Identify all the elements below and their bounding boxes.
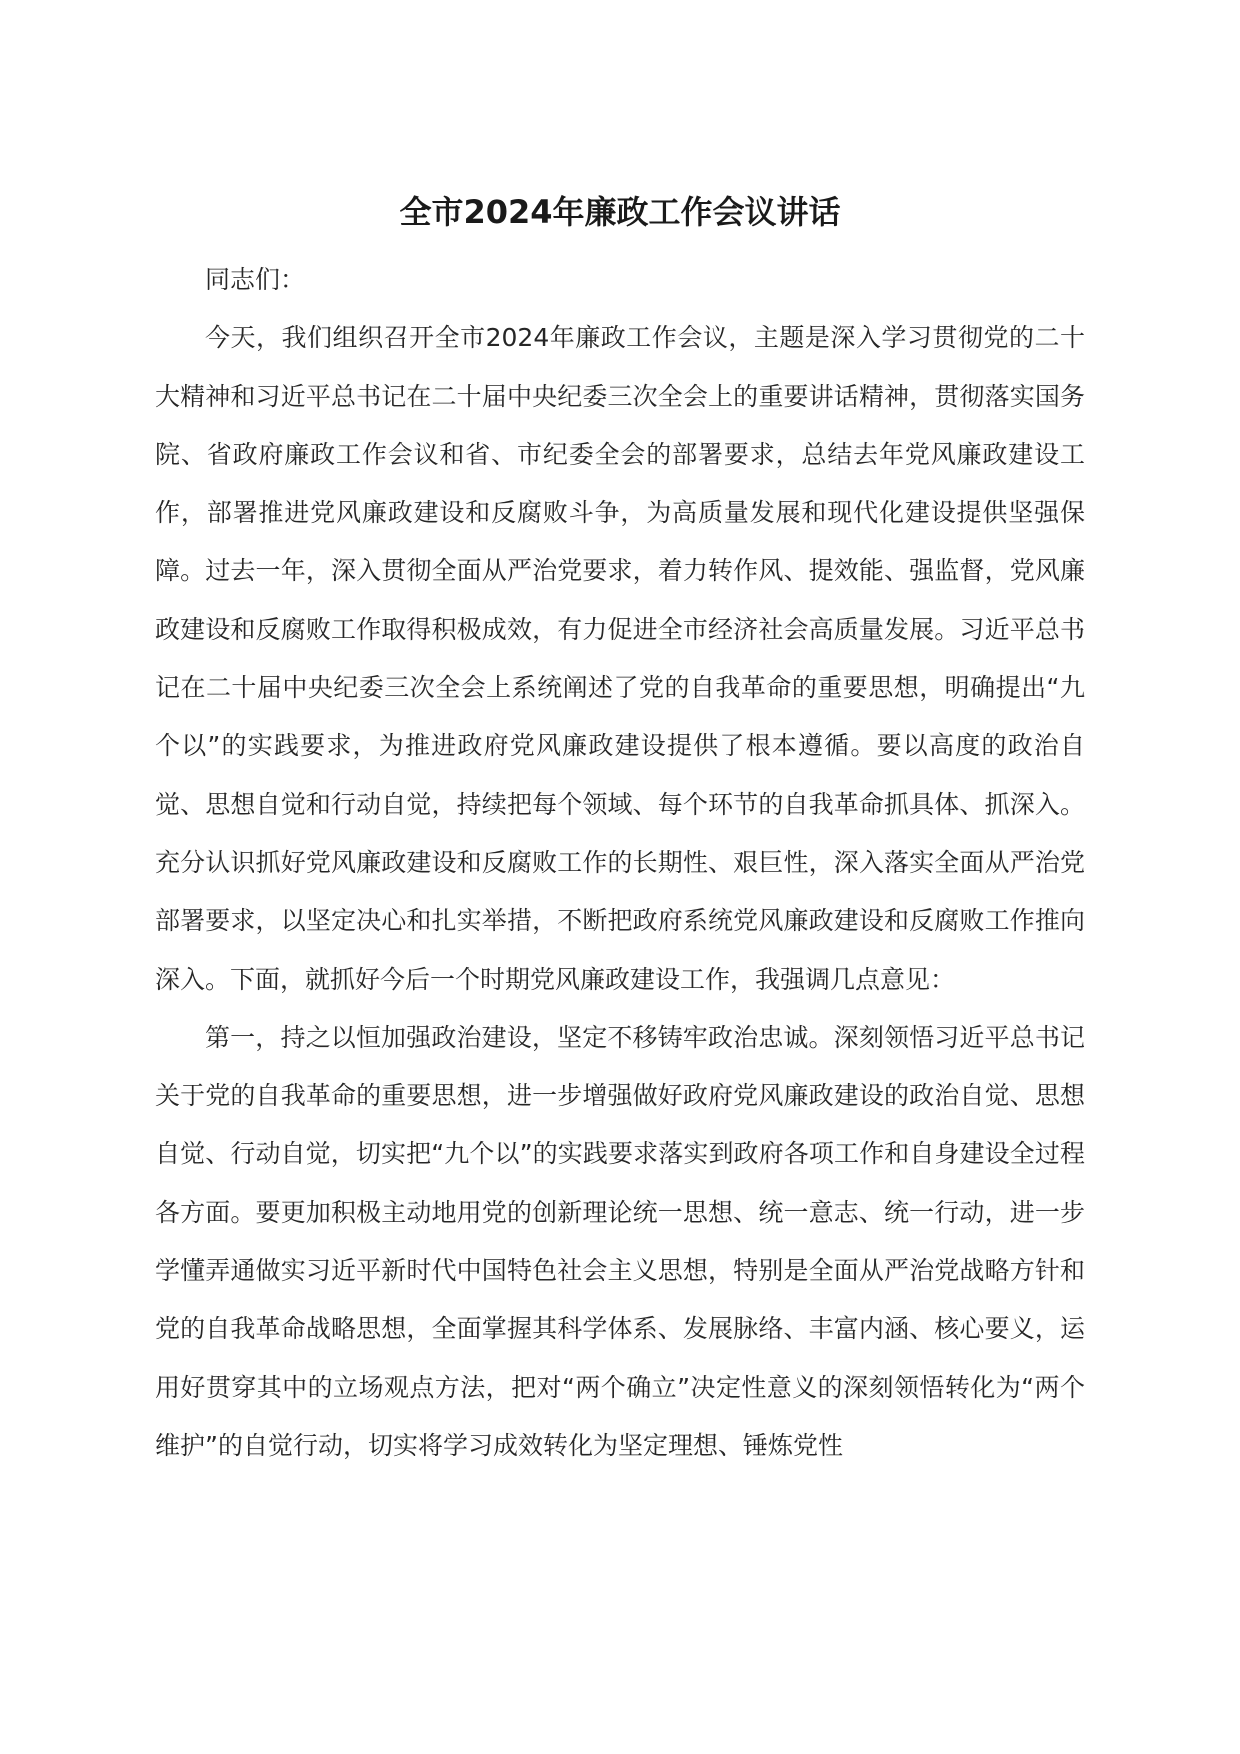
document-body — [155, 251, 1085, 1475]
document-title: 全市2024年廉政工作会议讲话 — [399, 193, 841, 231]
point-one-paragraph: 第一，持之以恒加强政治建设，坚定不移铸牢政治忠诚。深刻领悟习近平总书记关于党的自我革命的重要思想，进一步增强做好政府党风廉政建设的政治自觉、思想自觉、行动自觉，切实把“九个以”的实践要求落实到政府各项工作和自身建设全过程各方面。要更加积极主动地用党的创新理论统一思想、统一意志、统一行动，进一步学懂弄通做实习近平新时代中国特色社会主义思想，特别是全面从严治党战略方针和党的自我革命战略思想，全面掌握其科学体系、发展脉络、丰富内涵、核心要义，运用好贯穿其中的立场观点方法，把对“两个确立”决定性意义的深刻领悟转化为“两个维护”的自觉行动，切实将学习成效转化为坚定理想、锤炼党性 — [155, 1022, 1085, 1460]
salutation-paragraph: 同志们： — [205, 265, 306, 294]
opening-paragraph: 今天，我们组织召开全市2024年廉政工作会议，主题是深入学习贯彻党的二十大精神和习近平总书记在二十届中央纪委三次全会上的重要讲话精神，贯彻落实国务院、省政府廉政工作会议和省、市纪委全会的部署要求，总结去年党风廉政建设工作，部署推进党风廉政建设和反腐败斗争，为高质量发展和现代化建设提供坚强保障。过去一年，深入贯彻全面从严治党要求，着力转作风、提效能、强监督，党风廉政建设和反腐败工作取得积极成效，有力促进全市经济社会高质量发展。习近平总书记在二十届中央纪委三次全会上系统阐述了党的自我革命的重要思想，明确提出“九个以”的实践要求，为推进政府党风廉政建设提供了根本遵循。要以高度的政治自觉、思想自觉和行动自觉，持续把每个领域、每个环节的自我革命抓具体、抓深入。充分认识抓好党风廉政建设和反腐败工作的长期性、艰巨性，深入落实全面从严治党部署要求，以坚定决心和扎实举措，不断把政府系统党风廉政建设和反腐败工作推向深入。下面，就抓好今后一个时期党风廉政建设工作，我强调几点意见： — [155, 323, 1085, 994]
